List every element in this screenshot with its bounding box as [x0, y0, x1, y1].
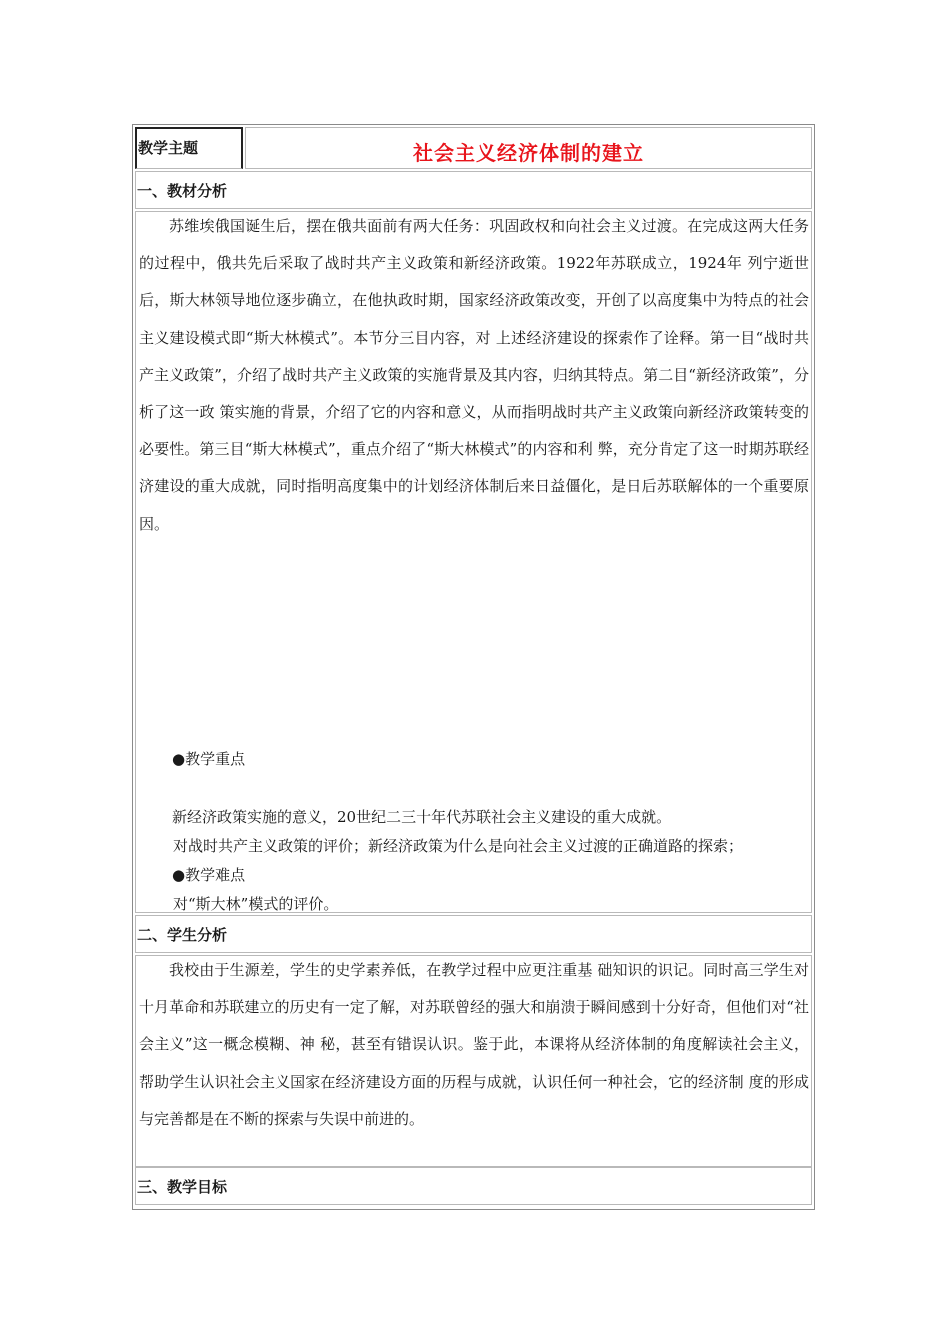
section-heading-cell — [135, 171, 812, 209]
key-point-text: 新经济政策实施的意义，20世纪二三十年代苏联社会主义建设的重大成就。 — [172, 808, 672, 826]
difficulty-text-1: 对战时共产主义政策的评价；新经济政策为什么是向社会主义过渡的正确道路的探索； — [173, 837, 744, 855]
section-heading-teaching-goals: 三、教学目标 — [137, 1178, 228, 1196]
topic-title: 社会主义经济体制的建立 — [413, 141, 644, 165]
section-heading-student-analysis: 二、学生分析 — [137, 926, 228, 944]
student-analysis-paragraph: 我校由于生源差，学生的史学素养低，在教学过程中应更注重基 础知识的识记。同时高三学生对十月革命和苏联建立的历史有一定了解，对苏联曾经的强大和崩溃于瞬间感到十分好奇，但他们对“社会主义”这一概念模糊、神 秘，甚至有错误认识。鉴于此，本课将从经济体制的角度解读社会主义，帮助学生认识社会主义国家在经济建设方面的历程与成就，认识任何一种社会，它的经济制 度的形成与完善都是在不断的探索与失误中前进的。 — [139, 961, 809, 1128]
textbook-analysis-paragraph: 苏维埃俄国诞生后，摆在俄共面前有两大任务：巩固政权和向社会主义过渡。在完成这两大任务的过程中，俄共先后采取了战时共产主义政策和新经济政策。1922年苏联成立，1924年 列宁逝世后，斯大林领导地位逐步确立，在他执政时期，国家经济政策改变，开创了以高度集中为特点的社会主义建设模式即“斯大林模式”。本节分三目内容，对 上述经济建设的探索作了诠释。第一目“战时共产主义政策”，介绍了战时共产主义政策的实施背景及其内容，归纳其特点。第二目“新经济政策”，分析了这一政 策实施的背景，介绍了它的内容和意义，从而指明战时共产主义政策向新经济政策转变的必要性。第三目“斯大林模式”，重点介绍了“斯大林模式”的内容和利 弊，充分肯定了这一时期苏联经济建设的重大成就，同时指明高度集中的计划经济体制后来日益僵化，是日后苏联解体的一个重要原因。 — [139, 217, 809, 533]
section-heading-cell — [135, 1167, 812, 1205]
key-point-label: ●教学重点 — [172, 750, 246, 768]
section-heading-cell — [135, 915, 812, 953]
topic-label: 教学主题 — [138, 139, 199, 157]
topic-title-cell — [245, 127, 812, 169]
topic-label-cell — [135, 127, 243, 169]
section-body-textbook-analysis — [135, 211, 812, 913]
lesson-plan-table — [132, 124, 815, 1210]
difficulty-text-2: 对“斯大林”模式的评价。 — [173, 895, 339, 913]
section-heading-textbook-analysis: 一、教材分析 — [137, 182, 228, 200]
difficulty-label: ●教学难点 — [172, 866, 246, 884]
section-body-student-analysis — [135, 955, 812, 1167]
